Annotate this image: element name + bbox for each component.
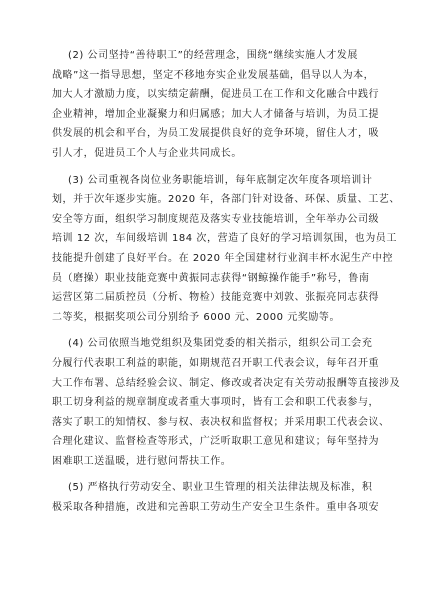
paragraph-line: 员（磨操）职业技能竞赛中黄振同志获得“钢鲸操作能手”称号，鲁南 <box>52 272 370 284</box>
paragraph-line: 划，并于次年逐步实施。2020 年，各部门针对设备、环保、质量、工艺、 <box>52 194 400 206</box>
paragraph-line: (3) 公司重视各岗位业务职能培训，每年底制定次年度各项培训计 <box>68 174 373 186</box>
paragraph-line: 安全等方面，组织学习制度规范及落实专业技能培训，全年举办公司级 <box>52 213 380 225</box>
paragraph-line: 落实了职工的知情权、参与权、表决权和监督权；并采用职工代表会议、 <box>52 416 390 428</box>
paragraph-line: 职工切身利益的规章制度或者重大事项时，皆有工会和职工代表参与， <box>52 397 380 409</box>
paragraph-2 <box>52 46 380 164</box>
paragraph-line: 企业精神，增加企业凝聚力和归属感；加大人才储备与培训，为员工提 <box>52 108 380 120</box>
paragraph-5 <box>52 478 380 517</box>
paragraph-line: 分履行代表职工利益的职能，如期规范召开职工代表会议，每年召开重 <box>52 357 380 369</box>
paragraph-line: 运营区第二届质控员（分析、物检）技能竞赛中刘敦、张振亮同志获得 <box>52 292 380 304</box>
document-body <box>52 46 401 525</box>
paragraph-line: 困难职工送温暖，进行慰问帮扶工作。 <box>52 455 232 467</box>
paragraph-3 <box>52 171 400 328</box>
paragraph-line: 战略”这一指导思想，坚定不移地夯实企业发展基础，倡导以人为本， <box>52 69 375 81</box>
paragraph-line: 合理化建议、监督检查等形式，广泛听取职工意见和建议；每年坚持为 <box>52 436 380 448</box>
paragraph-line: 加大人才激励力度，以实绩定薪酬，促进员工在工作和文化融合中践行 <box>52 89 380 101</box>
paragraph-line: 供发展的机会和平台，为员工发展提供良好的竞争环境，留住人才，吸 <box>52 128 380 140</box>
paragraph-line: 极采取各种措施，改进和完善职工劳动生产安全卫生条件。重申各项安 <box>52 502 380 514</box>
paragraph-line: 技能提升创建了良好平台。在 2020 年全国建材行业润丰杯水泥生产中控 <box>52 252 394 264</box>
paragraph-line: 二等奖，根据奖项公司分别给予 6000 元、2000 元奖励等。 <box>52 311 341 323</box>
paragraph-4 <box>52 334 401 471</box>
paragraph-line: 培训 12 次，车间级培训 184 次，营造了良好的学习培训氛围，也为员工 <box>52 233 397 245</box>
paragraph-line: 大工作布署、总结经验会议、制定、修改或者决定有关劳动报酬等直接涉及 <box>52 377 401 389</box>
paragraph-line: (5) 严格执行劳动安全、职业卫生管理的相关法律法规及标准，积 <box>68 482 373 494</box>
paragraph-line: 引人才，促进员工个人与企业共同成长。 <box>52 147 242 159</box>
paragraph-line: (4) 公司依照当地党组织及集团党委的相关指示，组织公司工会充 <box>68 338 373 350</box>
paragraph-line: (2) 公司坚持“善待职工”的经营理念，围绕“继续实施人才发展 <box>68 50 358 61</box>
